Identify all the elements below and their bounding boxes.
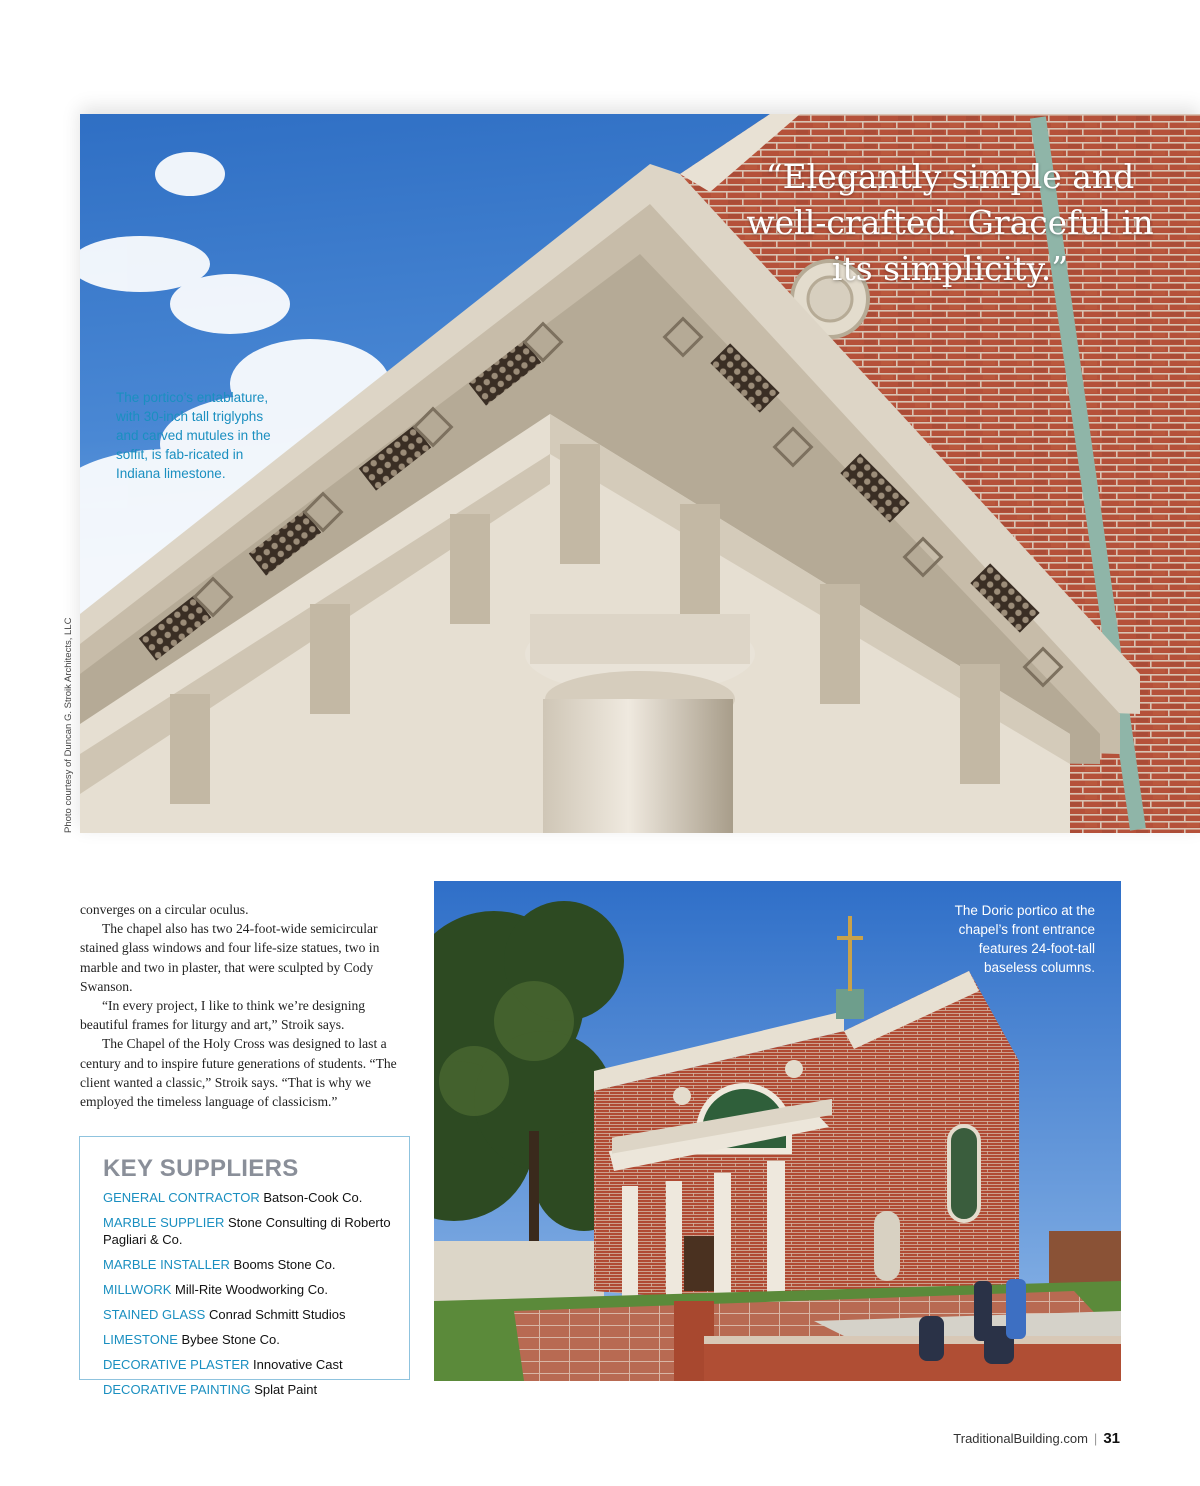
supplier-item xyxy=(103,1306,393,1323)
supplier-name: Bybee Stone Co. xyxy=(181,1332,280,1347)
page-number: 31 xyxy=(1103,1430,1120,1447)
key-suppliers-box xyxy=(79,1136,410,1397)
supplier-role: MARBLE SUPPLIER xyxy=(103,1215,225,1230)
supplier-name: Mill-Rite Woodworking Co. xyxy=(175,1282,328,1297)
supplier-item xyxy=(103,1189,393,1206)
supplier-role: DECORATIVE PAINTING xyxy=(103,1382,251,1397)
pull-quote: “Elegantly simple and well-crafted. Graceful in its simplicity.” xyxy=(746,157,1154,288)
supplier-role: MARBLE INSTALLER xyxy=(103,1257,230,1272)
supplier-role: STAINED GLASS xyxy=(103,1307,206,1322)
supplier-role: MILLWORK xyxy=(103,1282,172,1297)
supplier-item xyxy=(103,1331,393,1348)
article-body xyxy=(80,900,410,1111)
body-paragraph: “In every project, I like to think we’re designing beautiful frames for liturgy and art,” Stroik says. xyxy=(80,998,366,1033)
site-url: TraditionalBuilding.com xyxy=(953,1431,1088,1446)
supplier-role: LIMESTONE xyxy=(103,1332,178,1347)
footer-separator: | xyxy=(1093,1431,1098,1446)
supplier-item xyxy=(103,1214,393,1248)
photo-credit: Photo courtesy of Duncan G. Stroik Architects, LLC xyxy=(63,617,74,833)
page-footer xyxy=(953,1430,1120,1447)
bottom-photo-caption: The Doric portico at the chapel’s front entrance features 24-foot-tall baseless columns. xyxy=(954,903,1095,975)
supplier-name: Booms Stone Co. xyxy=(233,1257,336,1272)
supplier-name: Innovative Cast xyxy=(253,1357,343,1372)
bottom-photo xyxy=(434,881,1121,1381)
supplier-role: DECORATIVE PLASTER xyxy=(103,1357,250,1372)
top-photo xyxy=(80,114,1200,833)
supplier-item xyxy=(103,1356,393,1373)
supplier-name: Splat Paint xyxy=(254,1382,318,1397)
supplier-item xyxy=(103,1281,393,1298)
top-photo-caption: The portico’s entablature, with 30-inch tall triglyphs and carved mutules in the soffit, is fab-ricated in Indiana limestone. xyxy=(116,390,271,481)
body-paragraph: The chapel also has two 24-foot-wide semicircular stained glass windows and four life-size statues, two in marble and two in plaster, that were sculpted by Cody Swanson. xyxy=(80,921,380,994)
supplier-name: Batson-Cook Co. xyxy=(263,1190,363,1205)
supplier-name: Stone Consulting di Roberto Pagliari & Co. xyxy=(103,1215,391,1247)
supplier-item xyxy=(103,1381,393,1398)
supplier-name: Conrad Schmitt Studios xyxy=(208,1307,346,1322)
supplier-role: GENERAL CONTRACTOR xyxy=(103,1190,260,1205)
key-suppliers-heading: KEY SUPPLIERS xyxy=(103,1155,299,1182)
body-paragraph: converges on a circular oculus. xyxy=(80,902,249,917)
body-paragraph: The Chapel of the Holy Cross was designed to last a century and to inspire future generations of students. “The client wanted a classic,” Stroik says. “That is why we employed the timeless language of classicism.” xyxy=(80,1036,397,1110)
supplier-item xyxy=(103,1256,393,1273)
